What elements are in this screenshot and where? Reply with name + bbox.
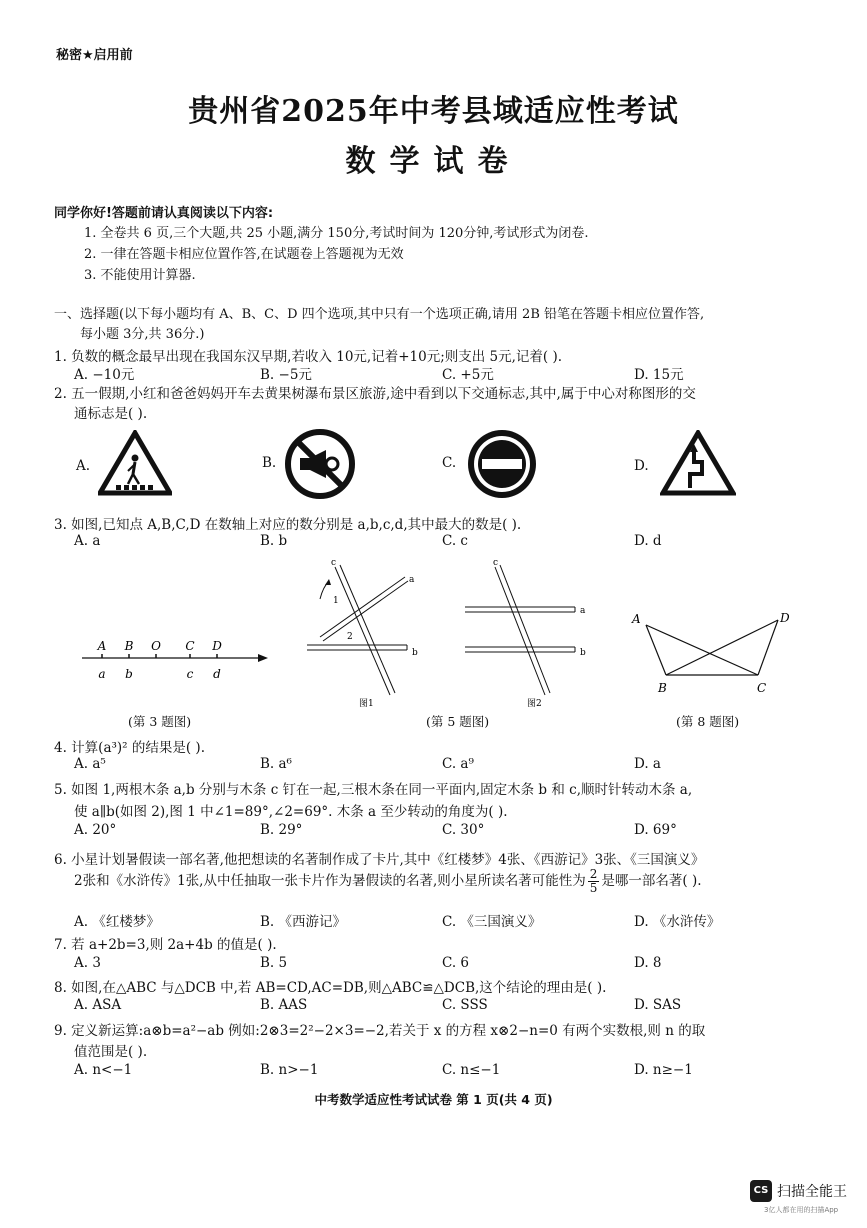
q4-option-b: B. a⁶ bbox=[260, 756, 292, 772]
exam-subtitle: 数学试卷 bbox=[345, 144, 522, 179]
q3-option-d: D. d bbox=[634, 533, 662, 549]
q4-option-a: A. a⁵ bbox=[74, 756, 106, 772]
q1-option-d: D. 15元 bbox=[634, 367, 684, 383]
svg-text:2: 2 bbox=[347, 632, 353, 642]
question-6: 6. 小星计划暑假读一部名著,他把想读的名著制作成了卡片,其中《红楼梦》4张、《西游记》3张、《三国演义》 bbox=[54, 852, 705, 868]
q9-option-c: C. n≤−1 bbox=[442, 1062, 501, 1078]
vertex-d-label: D bbox=[780, 611, 790, 625]
q2-label-b: B. bbox=[262, 455, 277, 471]
q5-option-b: B. 29° bbox=[260, 822, 303, 838]
svg-text:1: 1 bbox=[333, 596, 339, 606]
point-b-label: B bbox=[124, 639, 134, 653]
q5-option-d: D. 69° bbox=[634, 822, 677, 838]
q8-option-b: B. AAS bbox=[260, 997, 308, 1013]
question-5-cont: 使 a∥b(如图 2),图 1 中∠1=89°,∠2=69°. 木条 a 至少转动的角度为( ). bbox=[74, 804, 508, 820]
confidential-label: 秘密★启用前 bbox=[56, 48, 133, 63]
vertex-a-label: A bbox=[632, 612, 641, 626]
question-3: 3. 如图,已知点 A,B,C,D 在数轴上对应的数分别是 a,b,c,d,其中最大的数是( ). bbox=[54, 517, 522, 533]
question-9-cont: 值范围是( ). bbox=[74, 1044, 148, 1060]
value-c-label: c bbox=[186, 667, 194, 681]
q2-label-c: C. bbox=[442, 455, 457, 471]
q6-text-after: 是哪一部名著( ). bbox=[601, 873, 702, 889]
q6-option-d: D. 《水浒传》 bbox=[634, 914, 721, 930]
q8-option-a: A. ASA bbox=[74, 997, 122, 1013]
svg-text:图2: 图2 bbox=[527, 699, 542, 709]
q4-option-c: C. a⁹ bbox=[442, 756, 474, 772]
point-d-label: D bbox=[212, 639, 222, 653]
q6-option-c: C. 《三国演义》 bbox=[442, 914, 542, 930]
section-heading: 一、选择题(以下每小题均有 A、B、C、D 四个选项,其中只有一个选项正确,请用 2B 铅笔在答题卡相应位置作答, bbox=[54, 307, 705, 322]
svg-text:b: b bbox=[580, 648, 586, 658]
pedestrian-crossing-sign-icon bbox=[98, 430, 172, 496]
svg-text:c: c bbox=[331, 558, 337, 568]
question-7: 7. 若 a+2b=3,则 2a+4b 的值是( ). bbox=[54, 937, 277, 953]
question-5: 5. 如图 1,两根木条 a,b 分别与木条 c 钉在一起,三根木条在同一平面内,固定木条 b 和 c,顺时针转动木条 a, bbox=[54, 782, 693, 798]
watermark-tagline: 3亿人都在用的扫描App bbox=[764, 1206, 839, 1214]
value-b-label: b bbox=[125, 667, 133, 681]
figure-5-wood-strips bbox=[295, 555, 620, 710]
svg-text:a: a bbox=[409, 575, 415, 585]
question-2: 2. 五一假期,小红和爸爸妈妈开车去黄果树瀑布景区旅游,途中看到以下交通标志,其中,属于中心对称图形的交 bbox=[54, 386, 696, 402]
svg-text:a: a bbox=[580, 606, 586, 616]
q6-text-before: 2张和《水浒传》1张,从中任抽取一张卡片作为暑假读的名著,则小星所读名著可能性为 bbox=[74, 873, 586, 889]
vertex-c-label: C bbox=[757, 681, 767, 695]
q7-option-b: B. 5 bbox=[260, 955, 288, 971]
q6-option-b: B. 《西游记》 bbox=[260, 914, 347, 930]
figure-5-caption: (第 5 题图) bbox=[426, 714, 490, 729]
q9-option-a: A. n<−1 bbox=[74, 1062, 133, 1078]
q9-option-d: D. n≥−1 bbox=[634, 1062, 693, 1078]
q8-option-c: C. SSS bbox=[442, 997, 488, 1013]
figure-8-caption: (第 8 题图) bbox=[676, 714, 740, 729]
exam-title: 贵州省2025年中考县域适应性考试 bbox=[188, 94, 679, 129]
notice-item-1: 1. 全卷共 6 页,三个大题,共 25 小题,满分 150分,考试时间为 120分钟,考试形式为闭卷. bbox=[84, 226, 589, 241]
q6-option-a: A. 《红楼梦》 bbox=[74, 914, 160, 930]
point-c-label: C bbox=[185, 639, 195, 653]
point-a-label: A bbox=[97, 639, 107, 653]
q7-option-d: D. 8 bbox=[634, 955, 662, 971]
question-4: 4. 计算(a³)² 的结果是( ). bbox=[54, 740, 205, 756]
q2-label-a: A. bbox=[76, 458, 91, 474]
q5-option-a: A. 20° bbox=[74, 822, 117, 838]
svg-text:b: b bbox=[412, 648, 418, 658]
q4-option-d: D. a bbox=[634, 756, 661, 772]
q1-option-b: B. −5元 bbox=[260, 367, 312, 383]
notice-heading: 同学你好!答题前请认真阅读以下内容: bbox=[54, 206, 274, 221]
notice-item-3: 3. 不能使用计算器. bbox=[84, 268, 196, 283]
q2-label-d: D. bbox=[634, 458, 649, 474]
q1-option-c: C. +5元 bbox=[442, 367, 494, 383]
vertex-b-label: B bbox=[658, 681, 667, 695]
question-2-cont: 通标志是( ). bbox=[74, 406, 148, 422]
section-heading-cont: 每小题 3分,共 36分.) bbox=[80, 327, 205, 342]
no-entry-sign-icon bbox=[466, 428, 538, 500]
figure-3-caption: (第 3 题图) bbox=[128, 714, 192, 729]
question-8: 8. 如图,在△ABC 与△DCB 中,若 AB=CD,AC=DB,则△ABC≌△DCB,这个结论的理由是( ). bbox=[54, 980, 607, 996]
no-honking-sign-icon bbox=[284, 428, 356, 500]
value-d-label: d bbox=[213, 667, 221, 681]
q5-option-c: C. 30° bbox=[442, 822, 485, 838]
q6-fraction: $\frac{2}{5}$ bbox=[589, 867, 598, 895]
value-a-label: a bbox=[98, 667, 106, 681]
watermark-app-name: 扫描全能王 bbox=[777, 1184, 847, 1200]
q8-option-d: D. SAS bbox=[634, 997, 682, 1013]
svg-text:图1: 图1 bbox=[359, 699, 374, 709]
q3-option-c: C. c bbox=[442, 533, 468, 549]
q9-option-b: B. n>−1 bbox=[260, 1062, 319, 1078]
svg-text:c: c bbox=[493, 558, 499, 568]
q1-option-a: A. −10元 bbox=[74, 367, 135, 383]
question-1: 1. 负数的概念最早出现在我国东汉早期,若收入 10元,记着+10元;则支出 5元,记着( ). bbox=[54, 349, 563, 365]
figure-8-triangles bbox=[626, 605, 796, 700]
camscanner-logo-icon: CS bbox=[750, 1180, 772, 1202]
point-o-label: O bbox=[151, 639, 161, 653]
page-footer: 中考数学适应性考试试卷 第 1 页(共 4 页) bbox=[314, 1092, 553, 1107]
figure-3-number-line bbox=[80, 630, 275, 690]
q3-option-a: A. a bbox=[74, 533, 101, 549]
question-9: 9. 定义新运算:a⊗b=a²−ab 例如:2⊗3=2²−2×3=−2,若关于 x 的方程 x⊗2−n=0 有两个实数根,则 n 的取 bbox=[54, 1023, 706, 1039]
question-6-cont bbox=[74, 868, 702, 895]
q7-option-c: C. 6 bbox=[442, 955, 470, 971]
q7-option-a: A. 3 bbox=[74, 955, 101, 971]
q3-option-b: B. b bbox=[260, 533, 288, 549]
winding-road-sign-icon bbox=[660, 430, 736, 496]
notice-item-2: 2. 一律在答题卡相应位置作答,在试题卷上答题视为无效 bbox=[84, 247, 404, 262]
